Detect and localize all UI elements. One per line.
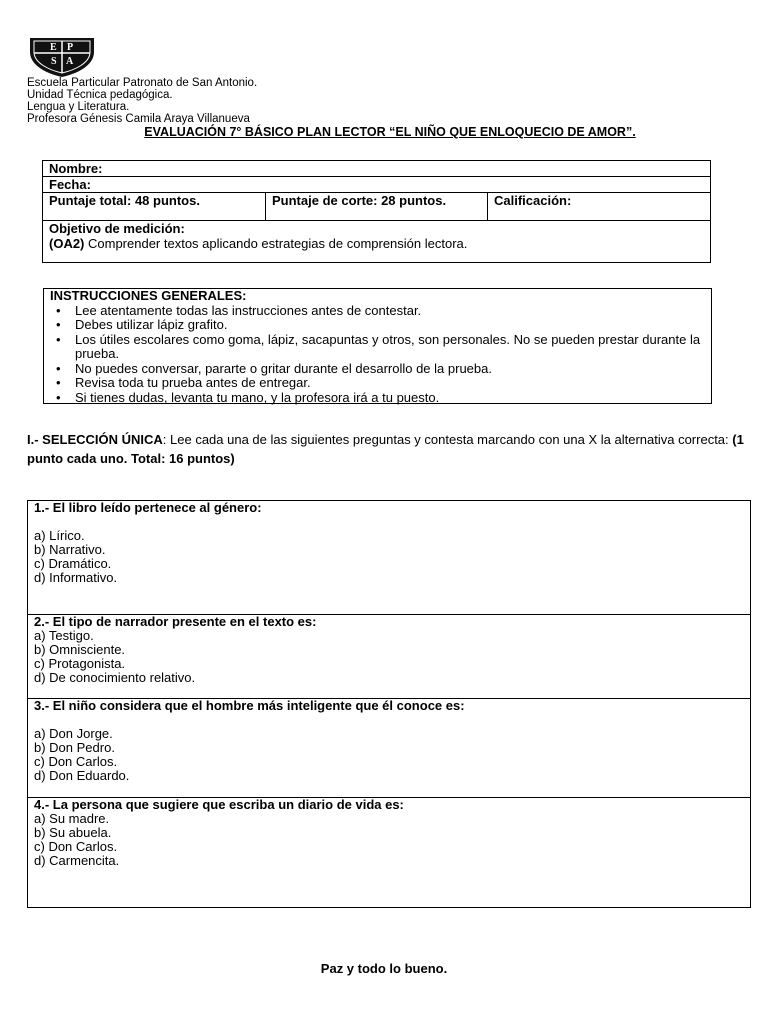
date-field[interactable]: Fecha: xyxy=(43,177,711,193)
option-b[interactable]: b) Don Pedro. xyxy=(34,740,115,755)
cutoff-score-cell: Puntaje de corte: 28 puntos. xyxy=(266,193,488,221)
option-a[interactable]: a) Lírico. xyxy=(34,528,85,543)
instruction-item: • Los útiles escolares como goma, lápiz, sacapuntas y otros, son personales. No se pueden prestar durante la prueba. xyxy=(75,333,705,362)
instruction-item: • Revisa toda tu prueba antes de entregar. xyxy=(75,376,705,391)
logo-letter-a: A xyxy=(66,56,74,67)
instructions-heading: INSTRUCCIONES GENERALES: xyxy=(50,288,247,303)
logo-letter-p: P xyxy=(67,42,74,53)
question-text: 3.- El niño considera que el hombre más inteligente que él conoce es: xyxy=(34,698,465,713)
general-instructions-box xyxy=(43,288,712,404)
instruction-item: • No puedes conversar, pararte o gritar durante el desarrollo de la prueba. xyxy=(75,362,705,377)
student-info-table xyxy=(42,160,711,263)
school-crest-logo xyxy=(28,36,96,78)
option-c[interactable]: c) Don Carlos. xyxy=(34,839,118,854)
school-unit: Unidad Técnica pedagógica. xyxy=(27,89,173,101)
logo-letter-e: E xyxy=(50,42,57,53)
option-a[interactable]: a) Su madre. xyxy=(34,811,110,826)
question-block xyxy=(28,698,750,797)
logo-letter-s: S xyxy=(51,56,57,67)
objective-label: Objetivo de medición: xyxy=(49,221,185,236)
option-b[interactable]: b) Su abuela. xyxy=(34,825,112,840)
name-field[interactable]: Nombre: xyxy=(43,161,711,177)
question-text: 4.- La persona que sugiere que escriba un diario de vida es: xyxy=(34,797,404,812)
school-name: Escuela Particular Patronato de San Antonio. xyxy=(27,77,258,89)
option-b[interactable]: b) Omnisciente. xyxy=(34,642,126,657)
school-subject: Lengua y Literatura. xyxy=(27,101,130,113)
option-d[interactable]: d) Don Eduardo. xyxy=(34,768,130,783)
section-text: : Lee cada una de las siguientes preguntas y contesta marcando con una X la alternativa correcta: xyxy=(162,432,733,447)
question-text: 2.- El tipo de narrador presente en el texto es: xyxy=(34,614,317,629)
section-points: (1 punto cada uno. Total: 16 puntos) xyxy=(27,432,744,466)
option-a[interactable]: a) Testigo. xyxy=(34,628,94,643)
objective-text-line xyxy=(49,236,704,251)
option-b[interactable]: b) Narrativo. xyxy=(34,542,106,557)
objective-cell xyxy=(43,221,711,263)
question-block xyxy=(28,797,750,907)
grade-field[interactable]: Calificación: xyxy=(488,193,711,221)
option-a[interactable]: a) Don Jorge. xyxy=(34,726,113,741)
question-block xyxy=(28,501,750,614)
option-d[interactable]: d) Carmencita. xyxy=(34,853,120,868)
option-d[interactable]: d) Informativo. xyxy=(34,570,118,585)
questions-box xyxy=(27,500,751,908)
section-heading: I.- SELECCIÓN ÚNICA xyxy=(27,432,163,447)
school-header xyxy=(27,77,257,125)
question-text: 1.- El libro leído pertenece al género: xyxy=(34,500,262,515)
instructions-list xyxy=(50,304,705,406)
option-c[interactable]: c) Protagonista. xyxy=(34,656,126,671)
instruction-item: • Debes utilizar lápiz grafito. xyxy=(75,318,705,333)
section-instructions xyxy=(27,430,747,468)
instruction-item: • Si tienes dudas, levanta tu mano, y la profesora irá a tu puesto. xyxy=(75,391,705,406)
footer-motto: Paz y todo lo bueno. xyxy=(320,961,448,976)
objective-text: Comprender textos aplicando estrategias de comprensión lectora. xyxy=(84,236,468,251)
page-title: EVALUACIÓN 7° BÁSICO PLAN LECTOR “EL NIÑO QUE ENLOQUECIO DE AMOR”. xyxy=(144,125,636,139)
objective-code: (OA2) xyxy=(49,236,85,251)
option-d[interactable]: d) De conocimiento relativo. xyxy=(34,670,196,685)
question-block xyxy=(28,614,750,698)
total-score-cell: Puntaje total: 48 puntos. xyxy=(43,193,266,221)
school-teacher: Profesora Génesis Camila Araya Villanueva xyxy=(27,113,250,125)
instruction-item: • Lee atentamente todas las instrucciones antes de contestar. xyxy=(75,304,705,319)
option-c[interactable]: c) Don Carlos. xyxy=(34,754,118,769)
option-c[interactable]: c) Dramático. xyxy=(34,556,112,571)
